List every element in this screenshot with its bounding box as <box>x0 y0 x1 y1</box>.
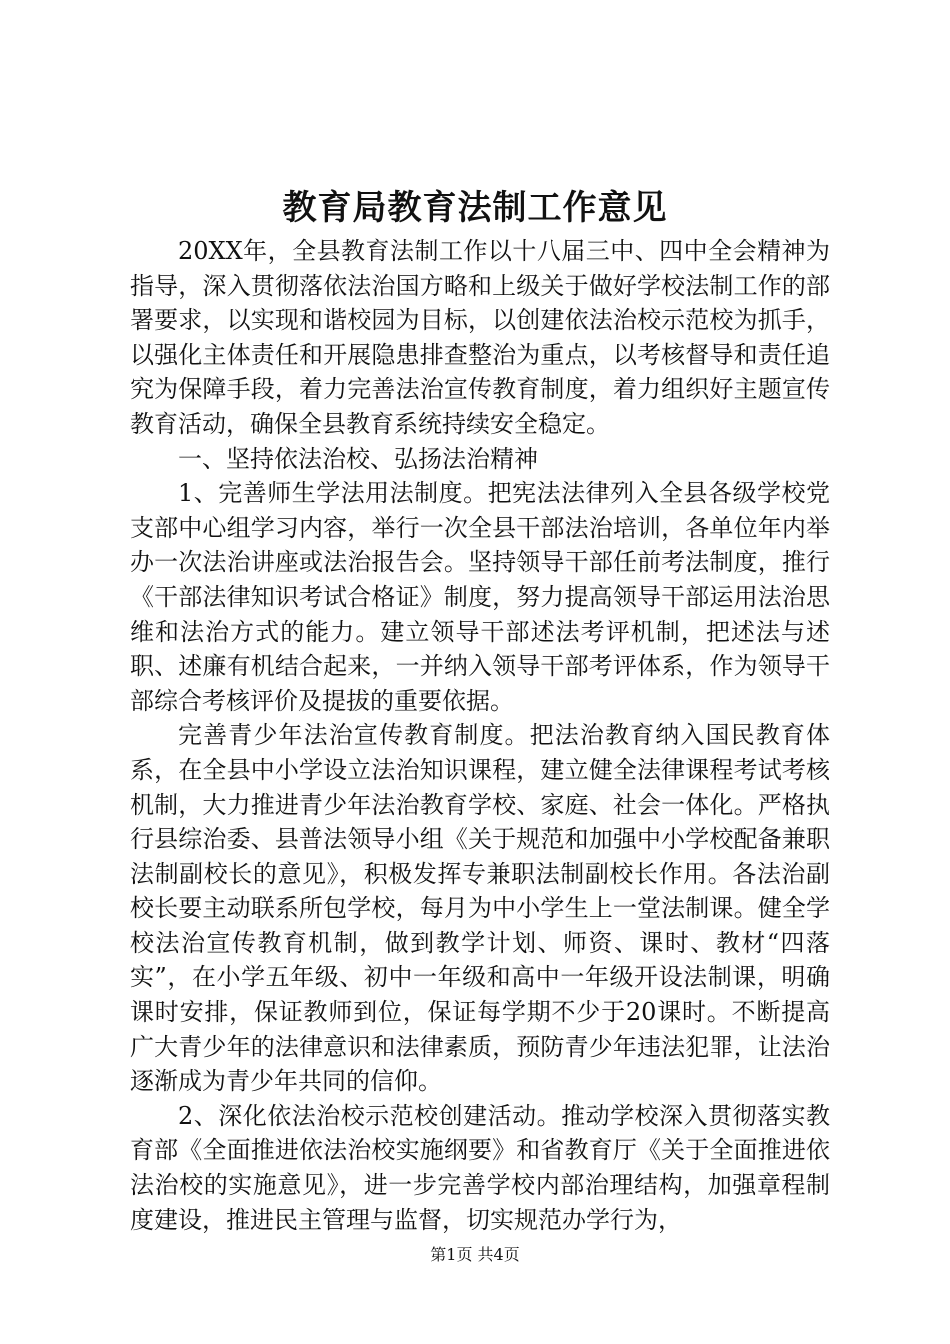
document-title: 教育局教育法制工作意见 <box>282 188 668 228</box>
paragraph-item-1: 1、完善师生学法用法制度。把宪法法律列入全县各级学校党支部中心组学习内容，举行一次全县干部法治培训，各单位年内举办一次法治讲座或法治报告会。坚持领导干部任前考法制度，推行《干部法律知识考试合格证》制度，努力提高领导干部运用法治思维和法治方式的能力。建立领导干部述法考评机制，把述法与述职、述廉有机结合起来，一并纳入领导干部考评体系，作为领导干部综合考核评价及提拔的重要依据。 <box>130 479 830 715</box>
paragraph-youth-education: 完善青少年法治宣传教育制度。把法治教育纳入国民教育体系，在全县中小学设立法治知识课程，建立健全法律课程考试考核机制，大力推进青少年法治教育学校、家庭、社会一体化。严格执行县综治委、县普法领导小组《关于规范和加强中小学校配备兼职法制副校长的意见》，积极发挥专兼职法制副校长作用。各法治副校长要主动联系所包学校，每月为中小学生上一堂法制课。健全学校法治宣传教育机制，做到教学计划、师资、课时、教材“四落实”，在小学五年级、初中一年级和高中一年级开设法制课，明确课时安排，保证教师到位，保证每学期不少于20课时。不断提高广大青少年的法律意识和法律素质，预防青少年违法犯罪，让法治逐渐成为青少年共同的信仰。 <box>130 721 830 1096</box>
section-heading-1: 一、坚持依法治校、弘扬法治精神 <box>178 444 538 473</box>
document-body <box>130 234 830 1237</box>
page-number-footer: 第1页 共4页 <box>430 1245 520 1264</box>
paragraph-intro: 20XX年，全县教育法制工作以十八届三中、四中全会精神为指导，深入贯彻落依法治国方略和上级关于做好学校法制工作的部署要求，以实现和谐校园为目标，以创建依法治校示范校为抓手，以强化主体责任和开展隐患排查整治为重点，以考核督导和责任追究为保障手段，着力完善法治宣传教育制度，着力组织好主题宣传教育活动，确保全县教育系统持续安全稳定。 <box>130 237 830 438</box>
paragraph-item-2: 2、深化依法治校示范校创建活动。推动学校深入贯彻落实教育部《全面推进依法治校实施纲要》和省教育厅《关于全面推进依法治校的实施意见》，进一步完善学校内部治理结构，加强章程制度建设，推进民主管理与监督，切实规范办学行为， <box>130 1101 830 1234</box>
